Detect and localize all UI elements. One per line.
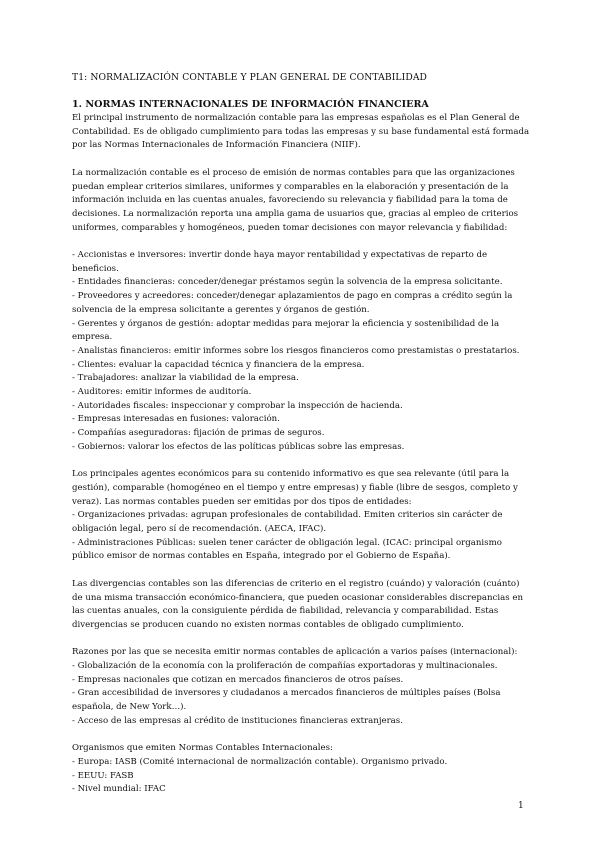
list-item: - Globalización de la economía con la proliferación de compañías exportadoras y multinacionales. bbox=[72, 661, 498, 672]
list-item: - Proveedores y acreedores: conceder/denegar aplazamientos de pago en compras a crédito según la solvencia de la empresa solicitante a gerentes y órganos de gestión. bbox=[72, 291, 513, 315]
reasons-intro: Razones por las que se necesita emitir normas contables de aplicación a varios países (internacional): bbox=[72, 647, 518, 658]
paragraph-normalizacion: La normalización contable es el proceso de emisión de normas contables para que las organizaciones puedan emplear criterios similares, uniformes y comparables en la elaboración y presentación de la información incluida en las cuentas anuales, favoreciendo su relevancia y fiabilidad para la toma de decisiones. La normalización reporta una amplia gama de usuarios que, gracias al empleo de criterios uniformes, comparables y homogéneos, pueden tomar decisiones con mayor relevancia y fiabilidad: bbox=[72, 167, 519, 233]
list-item: - Compañías aseguradoras: fijación de primas de seguros. bbox=[72, 428, 325, 439]
page-number: 1 bbox=[518, 801, 524, 811]
list-item: - Entidades financieras: conceder/denegar préstamos según la solvencia de la empresa solicitante. bbox=[72, 277, 503, 288]
section-heading: 1. NORMAS INTERNACIONALES DE INFORMACIÓN FINANCIERA bbox=[72, 99, 429, 110]
list-item: - EEUU: FASB bbox=[72, 770, 134, 781]
paragraph-divergencias: Las divergencias contables son las diferencias de criterio en el registro (cuándo) y valoración (cuánto) de una misma transacción económico-financiera, que pueden ocasionar considerables discrepancias en las cuentas anuales, con la consiguiente pérdida de fiabilidad, relevancia y comparabilidad. Estas divergencias se producen cuando no existen normas contables de obligado cumplimiento. bbox=[72, 578, 523, 630]
list-item: - Accionistas e inversores: invertir donde haya mayor rentabilidad y expectativas de reparto de beneficios. bbox=[72, 250, 488, 274]
list-item: - Gerentes y órganos de gestión: adoptar medidas para mejorar la eficiencia y sostenibilidad de la empresa. bbox=[72, 318, 500, 343]
list-item: - Empresas interesadas en fusiones: valoración. bbox=[72, 414, 280, 425]
users-list bbox=[72, 249, 530, 455]
list-item: - Empresas nacionales que cotizan en mercados financieros de otros países. bbox=[72, 674, 404, 685]
orgs-list bbox=[72, 756, 530, 797]
entities-list bbox=[72, 509, 530, 564]
paragraph-intro: El principal instrumento de normalización contable para las empresas españolas es el Plan General de Contabilidad. Es de obligado cumplimiento para todas las empresas y su base fundamental está formada por las Normas Internacionales de Información Financiera (NIIF). bbox=[72, 113, 530, 151]
list-item: - Nivel mundial: IFAC bbox=[72, 784, 166, 795]
list-item: - Auditores: emitir informes de auditoría. bbox=[72, 387, 252, 398]
document-title: T1: NORMALIZACIÓN CONTABLE Y PLAN GENERAL DE CONTABILIDAD bbox=[72, 72, 428, 83]
list-item: - Europa: IASB (Comité internacional de normalización contable). Organismo privado. bbox=[72, 756, 448, 767]
list-item: - Autoridades fiscales: inspeccionar y comprobar la inspección de hacienda. bbox=[72, 400, 403, 411]
list-item: - Gran accesibilidad de inversores y ciudadanos a mercados financieros de múltiples países (Bolsa española, de New York…). bbox=[72, 688, 501, 713]
list-item: - Organizaciones privadas: agrupan profesionales de contabilidad. Emiten criterios sin carácter de obligación legal, pero sí de recomendación. (AECA, IFAC). bbox=[72, 510, 503, 535]
list-item: - Gobiernos: valorar los efectos de las políticas públicas sobre las empresas. bbox=[72, 441, 405, 452]
reasons-list bbox=[72, 660, 530, 729]
list-item: - Clientes: evaluar la capacidad técnica y financiera de la empresa. bbox=[72, 359, 365, 370]
list-item: - Acceso de las empresas al crédito de instituciones financieras extranjeras. bbox=[72, 715, 403, 726]
paragraph-agentes: Los principales agentes económicos para su contenido informativo es que sea relevante (útil para la gestión), comparable (homogéneo en el tiempo y entre empresas) y fiable (libre de sesgos, completo y veraz). Las normas contables pueden ser emitidas por dos tipos de entidades: bbox=[72, 469, 518, 507]
orgs-intro: Organismos que emiten Normas Contables Internacionales: bbox=[72, 743, 333, 754]
list-item: - Analistas financieros: emitir informes sobre los riesgos financieros como prestamistas o prestatarios. bbox=[72, 345, 520, 356]
document-body bbox=[72, 98, 530, 797]
list-item: - Administraciones Públicas: suelen tener carácter de obligación legal. (ICAC: principal organismo público emisor de normas contables en España, integrado por el Gobierno de España). bbox=[72, 537, 502, 562]
list-item: - Trabajadores: analizar la viabilidad de la empresa. bbox=[72, 373, 299, 384]
